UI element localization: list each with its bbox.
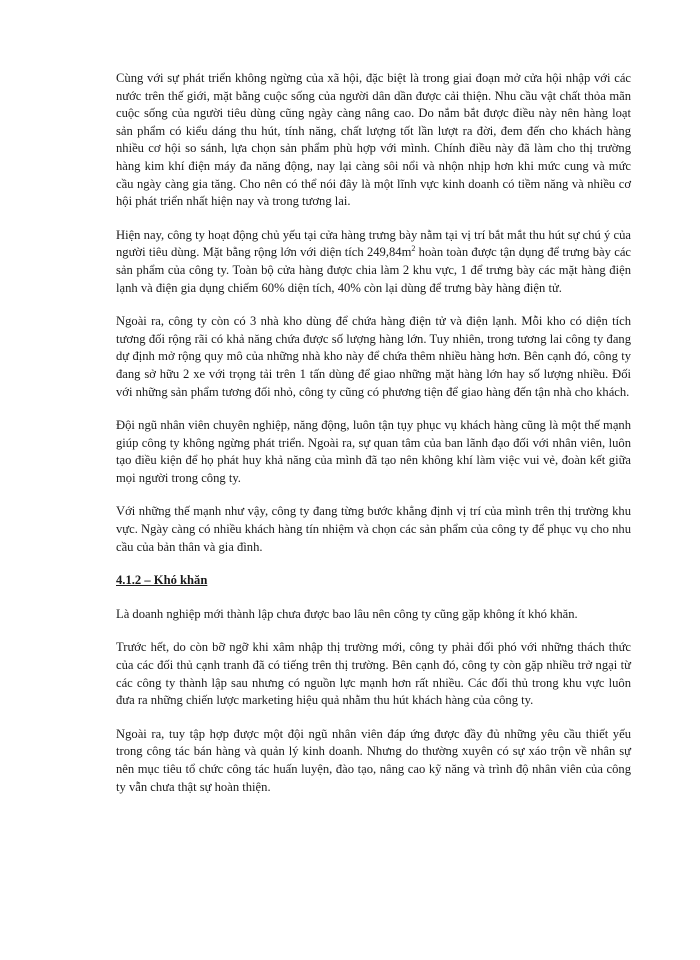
paragraph-warehouses: Ngoài ra, công ty còn có 3 nhà kho dùng để chứa hàng điện tử và điện lạnh. Mỗi kho có diện tích tương đối rộng rãi có khả năng chứa được số lượng hàng lớn. Tuy nhiên, trong tương lai công ty đang dự định mở rộng quy mô của những nhà kho này để chứa thêm nhiều hàng hơn. Bên cạnh đó, công ty đang sở hữu 2 xe với trọng tải trên 1 tấn dùng để giao những mặt hàng lớn hay số lượng nhiều. Đối với những sản phẩm tương đối nhỏ, công ty cũng có phương tiện để giao hàng đến tận nhà cho khách. (116, 314, 631, 399)
paragraph-difficulty-intro: Là doanh nghiệp mới thành lập chưa được bao lâu nên công ty cũng gặp không ít khó khăn. (116, 606, 578, 621)
paragraph-showroom-text-b: hoàn toàn được tận dụng để trưng bày các sản phẩm của công ty. Toàn bộ cửa hàng được chia làm 2 khu vực, 1 để trưng bày các mặt hàng điện lạnh và điện gia dụng chiếm 60% diện tích, 40% còn lại dùng để trưng bày hàng điện tử. (116, 245, 631, 295)
paragraph-staff: Đội ngũ nhân viên chuyên nghiệp, năng động, luôn tận tụy phục vụ khách hàng cũng là một thế mạnh giúp công ty không ngừng phát triển. Ngoài ra, sự quan tâm của ban lãnh đạo đối với nhân viên, luôn tạo điều kiện để họ phát huy khả năng của mình đã tạo nên không khí làm việc vui vẻ, đoàn kết giữa mọi người trong công ty. (116, 418, 631, 485)
paragraph-intro: Cùng với sự phát triển không ngừng của xã hội, đặc biệt là trong giai đoạn mở cửa hội nhập với các nước trên thế giới, mặt bằng cuộc sống của người dân dần được cải thiện. Nhu cầu vật chất thỏa mãn cuộc sống của người tiêu dùng cũng ngày càng nâng cao. Do nắm bắt được điều này nên hàng loạt sản phẩm có kiểu dáng thu hút, tính năng, chất lượng tốt lần lượt ra đời, đem đến cho khách hàng nhiều cơ hội so sánh, lựa chọn sản phẩm phù hợp với mình. Chính điều này đã làm cho thị trường hàng kim khí điện máy đa năng động, nay lại càng sôi nổi và nhộn nhịp hơn khi mức cung và mức cầu ngày càng gia tăng. Cho nên có thể nói đây là một lĩnh vực kinh doanh có tiềm năng và nhiều cơ hội phát triển nhất hiện nay và trong tương lai. (116, 71, 631, 209)
superscript-2: 2 (411, 244, 416, 254)
section-heading: 4.1.2 – Khó khăn (116, 573, 208, 588)
document-page (116, 70, 631, 812)
paragraph-showroom (116, 227, 631, 297)
paragraph-personnel: Ngoài ra, tuy tập hợp được một đội ngũ nhân viên đáp ứng được đầy đủ những yêu cầu thiết yếu trong công tác bán hàng và quản lý kinh doanh. Nhưng do thường xuyên có sự xáo trộn về nhân sự nên mục tiêu tổ chức công tác huấn luyện, đào tạo, nâng cao kỹ năng và trình độ nhân viên của công ty vẫn chưa thật sự hoàn thiện. (116, 726, 631, 794)
paragraph-competition: Trước hết, do còn bỡ ngỡ khi xâm nhập thị trường mới, công ty phải đối phó với những thách thức của các đối thủ cạnh tranh đã có tiếng trên thị trường. Bên cạnh đó, công ty còn gặp nhiều trở ngại từ các công ty thành lập sau nhưng có nguồn lực mạnh hơn rất nhiều. Các đối thủ trong khu vực luôn đưa ra những chiến lược marketing hiệu quả nhằm thu hút khách hàng của công ty. (116, 640, 631, 708)
paragraph-strengths: Với những thế mạnh như vậy, công ty đang từng bước khẳng định vị trí của mình trên thị trường khu vực. Ngày càng có nhiều khách hàng tín nhiệm và chọn các sản phẩm của công ty để phục vụ cho nhu cầu của bản thân và gia đình. (116, 504, 631, 554)
paragraph-showroom-text-a: Hiện nay, công ty hoạt động chủ yếu tại cửa hàng trưng bày nằm tại vị trí bắt mắt thu hút sự chú ý của người tiêu dùng. Mặt bằng rộng lớn với diện tích 249,84m (116, 227, 631, 260)
